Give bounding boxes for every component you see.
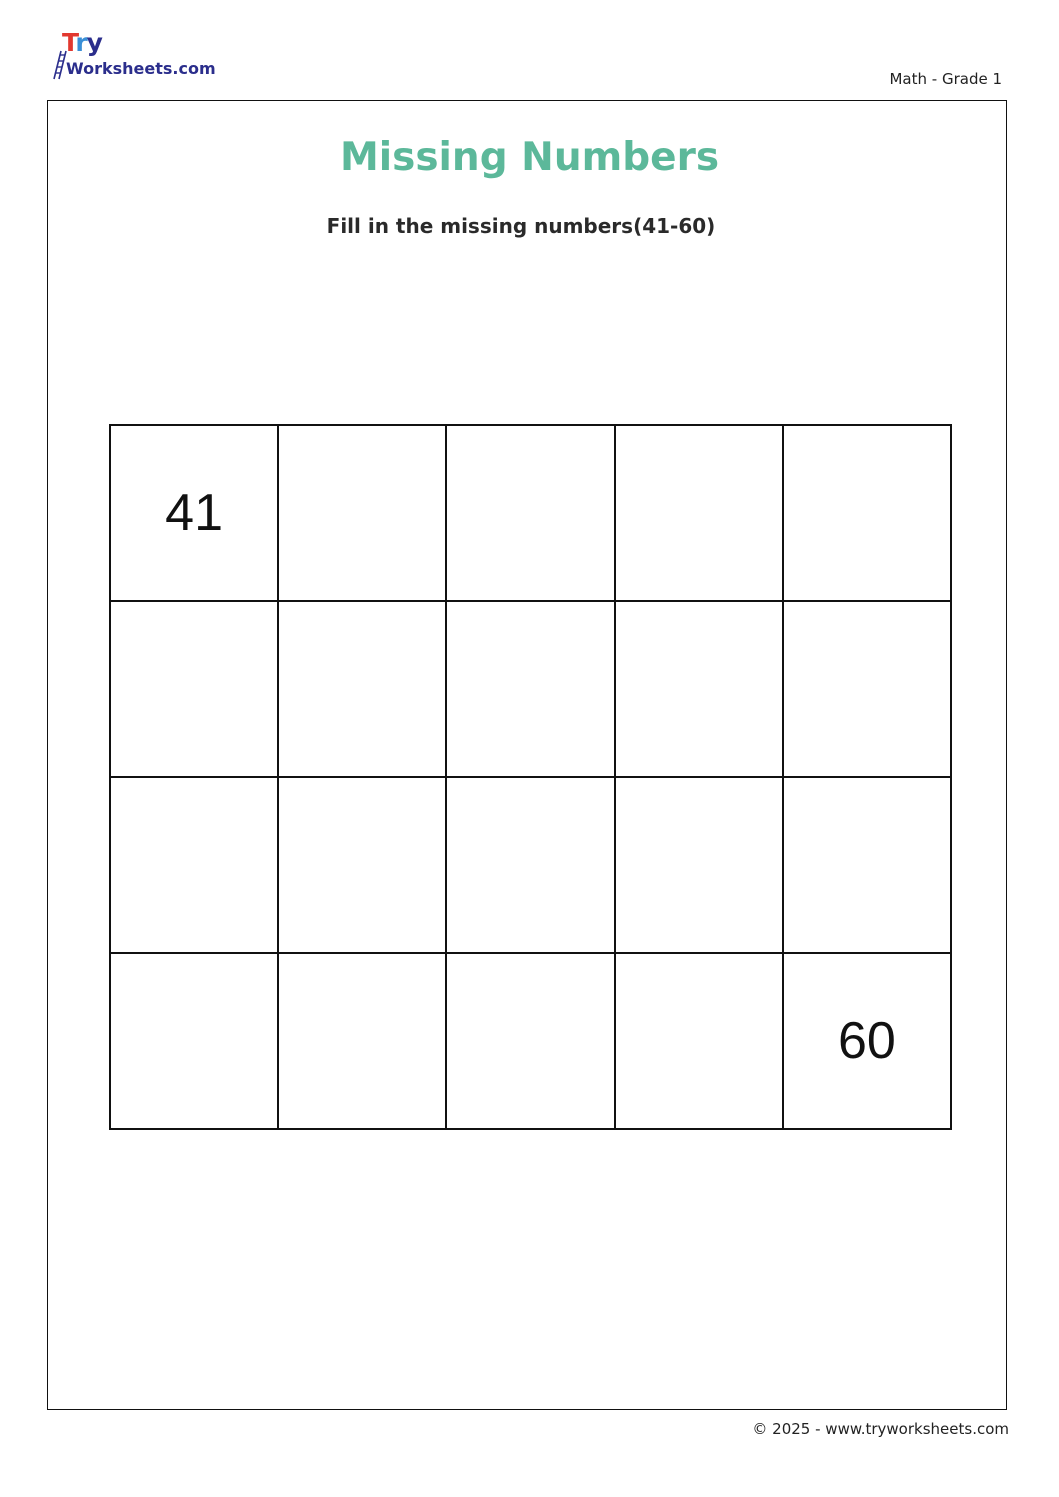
logo-domain-suffix: .com: [172, 59, 216, 78]
grid-cell-blank[interactable]: [616, 426, 784, 602]
grid-cell-blank[interactable]: [279, 426, 447, 602]
worksheet-title: Missing Numbers: [339, 135, 720, 180]
number-grid: [109, 424, 952, 1130]
grid-cell-blank[interactable]: [784, 602, 952, 778]
grid-cell-blank[interactable]: [616, 778, 784, 954]
grid-cell-blank[interactable]: [447, 602, 615, 778]
logo-try-letter-y: y: [86, 28, 102, 57]
grid-cell-blank[interactable]: [447, 954, 615, 1130]
grid-cell-blank[interactable]: [111, 602, 279, 778]
grid-cell-blank[interactable]: [279, 602, 447, 778]
grid-cell-blank[interactable]: [279, 954, 447, 1130]
logo-try-letter-r: r: [75, 28, 87, 57]
grid-cell-blank[interactable]: [447, 778, 615, 954]
site-logo[interactable]: [50, 28, 230, 84]
grid-cell-given: 60: [784, 954, 952, 1130]
grid-cell-blank[interactable]: [111, 778, 279, 954]
footer-copyright: © 2025 - www.tryworksheets.com: [752, 1420, 1009, 1438]
grid-cell-blank[interactable]: [784, 426, 952, 602]
logo-try-letter-t: T: [62, 28, 76, 57]
logo-try-text: [62, 28, 102, 58]
logo-worksheets-text: [66, 59, 216, 79]
grid-cell-blank[interactable]: [447, 426, 615, 602]
worksheet-instructions: Fill in the missing numbers(41-60): [326, 214, 716, 238]
grade-label: Math - Grade 1: [889, 70, 1002, 88]
logo-worksheets-word: Worksheets: [66, 59, 173, 78]
grid-cell-blank[interactable]: [111, 954, 279, 1130]
grid-cell-blank[interactable]: [616, 954, 784, 1130]
grid-cell-blank[interactable]: [279, 778, 447, 954]
grid-cell-blank[interactable]: [616, 602, 784, 778]
grid-cell-given: 41: [111, 426, 279, 602]
grid-cell-blank[interactable]: [784, 778, 952, 954]
